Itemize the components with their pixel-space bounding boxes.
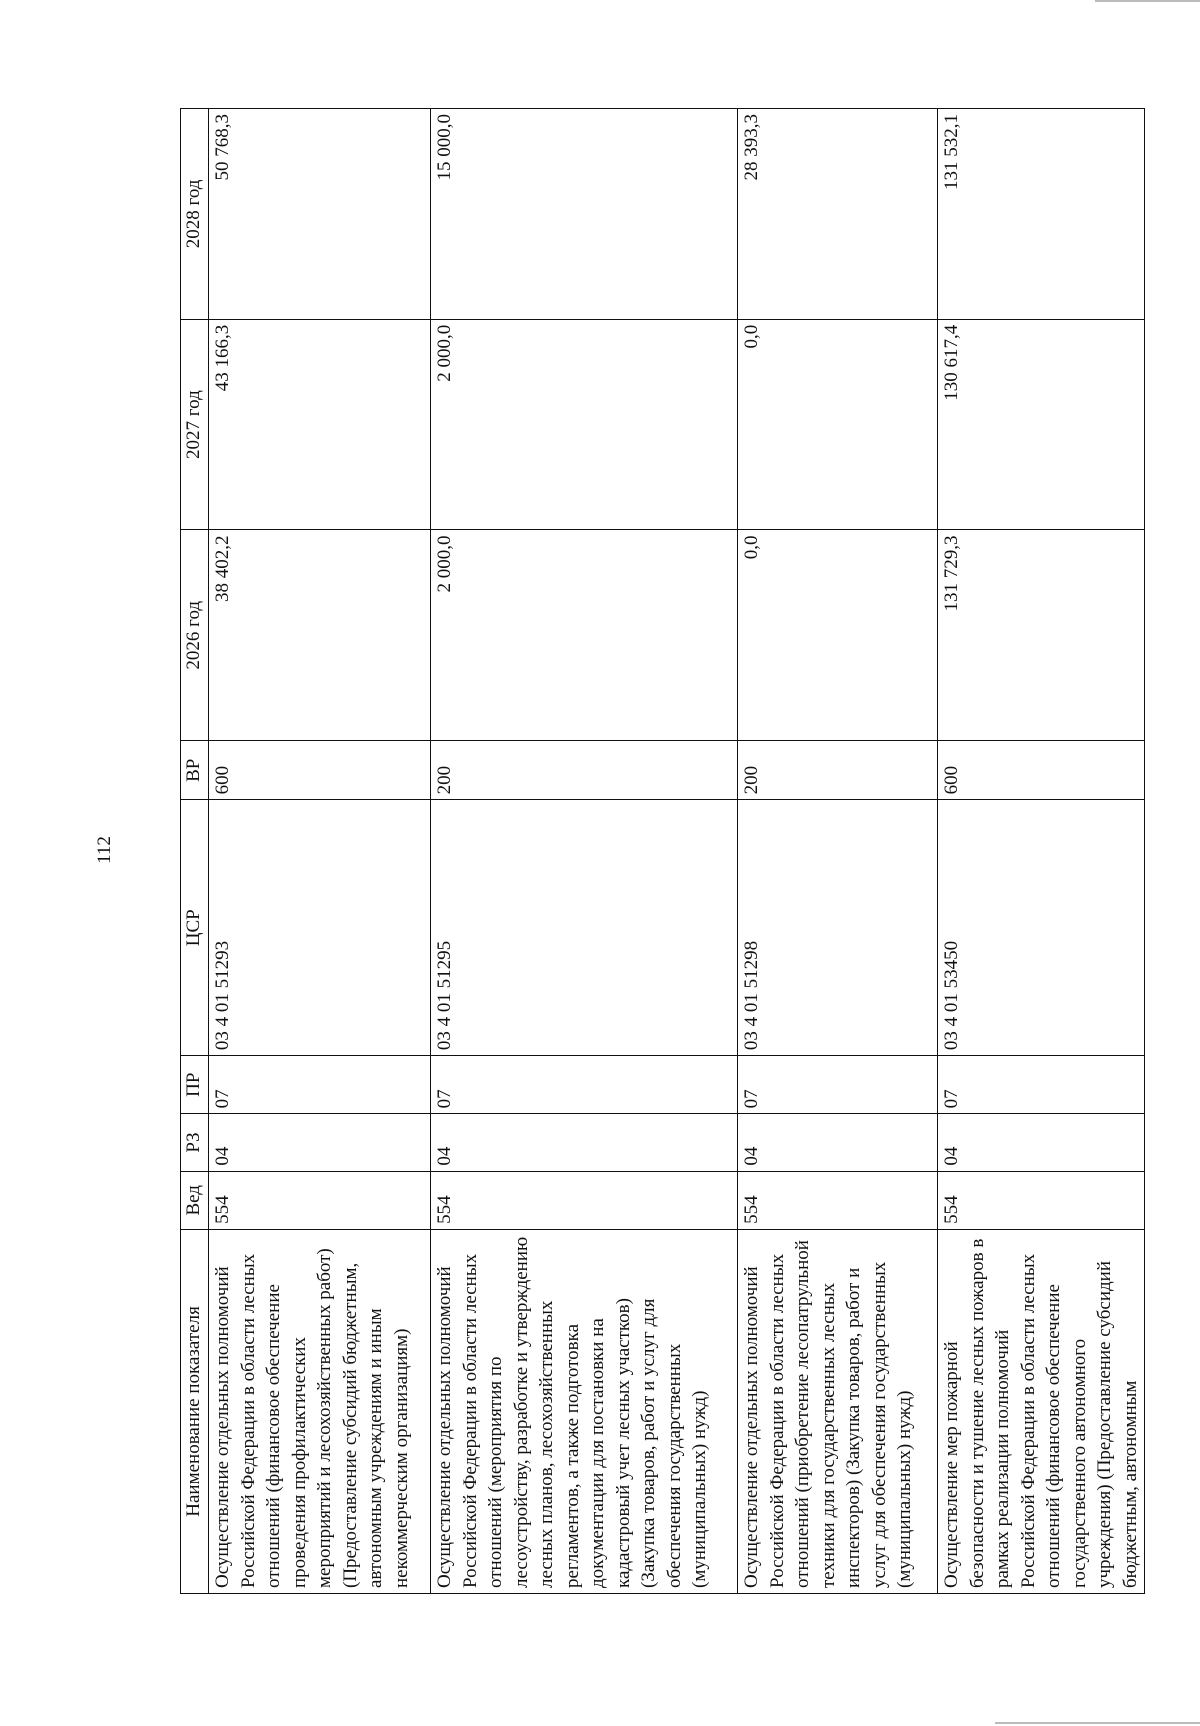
row-2026: 38 402,2: [209, 530, 431, 741]
header-rz: РЗ: [181, 1114, 209, 1171]
row-2028: 28 393,3: [738, 109, 938, 320]
row-2028: 131 532,1: [938, 109, 1145, 320]
row-vr: 600: [209, 741, 431, 800]
row-csr: 03 4 01 51295: [431, 800, 738, 1056]
header-vr: ВР: [181, 741, 209, 800]
budget-table: [180, 108, 1145, 1594]
row-vr: 200: [431, 741, 738, 800]
row-rz: 04: [209, 1114, 431, 1171]
table-row: [738, 109, 938, 1594]
header-csr: ЦСР: [181, 800, 209, 1056]
row-rz: 04: [738, 1114, 938, 1171]
row-csr: 03 4 01 51293: [209, 800, 431, 1056]
row-name: Осуществление отдельных полномочий Российской Федерации в области лесных отношений (мероприятия по лесоустройству, разработке и утверждению лесных планов, лесохозяйственных регламентов, а также подготовка документации для постановки на кадастровый учет лесных участков) (Закупка товаров, работ и услуг для обеспечения государственных (муниципальных) нужд): [431, 1229, 738, 1593]
row-2027: 2 000,0: [431, 319, 738, 530]
row-2028: 15 000,0: [431, 109, 738, 320]
header-name: Наименование показателя: [181, 1229, 209, 1593]
header-ved: Вед: [181, 1171, 209, 1229]
row-ved: 554: [209, 1171, 431, 1229]
row-pr: 07: [209, 1056, 431, 1114]
row-name: Осуществление отдельных полномочий Российской Федерации в области лесных отношений (приобретение лесопатрульной техники для государственных лесных инспекторов) (Закупка товаров, работ и услуг для обеспечения государственных (муниципальных) нужд): [738, 1229, 938, 1593]
row-2027: 0,0: [738, 319, 938, 530]
row-csr: 03 4 01 51298: [738, 800, 938, 1056]
row-2026: 0,0: [738, 530, 938, 741]
table-row: [938, 109, 1145, 1594]
row-pr: 07: [738, 1056, 938, 1114]
row-csr: 03 4 01 53450: [938, 800, 1145, 1056]
rotated-table-sheet: [180, 108, 1141, 1594]
header-2028: 2028 год: [181, 109, 209, 320]
row-pr: 07: [431, 1056, 738, 1114]
row-2026: 131 729,3: [938, 530, 1145, 741]
header-2026: 2026 год: [181, 530, 209, 741]
row-2027: 43 166,3: [209, 319, 431, 530]
row-ved: 554: [431, 1171, 738, 1229]
row-rz: 04: [938, 1114, 1145, 1171]
row-2026: 2 000,0: [431, 530, 738, 741]
row-name: Осуществление отдельных полномочий Российской Федерации в области лесных отношений (финансовое обеспечение проведения профилактических мероприятий и лесохозяйственных работ) (Предоставление субсидий бюджетным, автономным учреждениям и иным некоммерческим организациям): [209, 1229, 431, 1593]
rotated-table-frame: [180, 108, 1141, 1594]
row-vr: 600: [938, 741, 1145, 800]
row-vr: 200: [738, 741, 938, 800]
row-2027: 130 617,4: [938, 319, 1145, 530]
table-row: [209, 109, 431, 1594]
row-ved: 554: [738, 1171, 938, 1229]
header-pr: ПР: [181, 1056, 209, 1114]
scan-edge-bottom: [995, 1722, 1200, 1724]
row-rz: 04: [431, 1114, 738, 1171]
row-name: Осуществление мер пожарной безопасности и тушение лесных пожаров в рамках реализации полномочий Российской Федерации в области лесных отношений (финансовое обеспечение государственного автономного учреждения) (Предоставление субсидий бюджетным, автономным: [938, 1229, 1145, 1593]
row-pr: 07: [938, 1056, 1145, 1114]
header-row: [181, 109, 209, 1594]
row-2028: 50 768,3: [209, 109, 431, 320]
page-number: 112: [94, 836, 115, 864]
row-ved: 554: [938, 1171, 1145, 1229]
header-2027: 2027 год: [181, 319, 209, 530]
scan-edge-top: [1095, 0, 1200, 2]
table-row: [431, 109, 738, 1594]
